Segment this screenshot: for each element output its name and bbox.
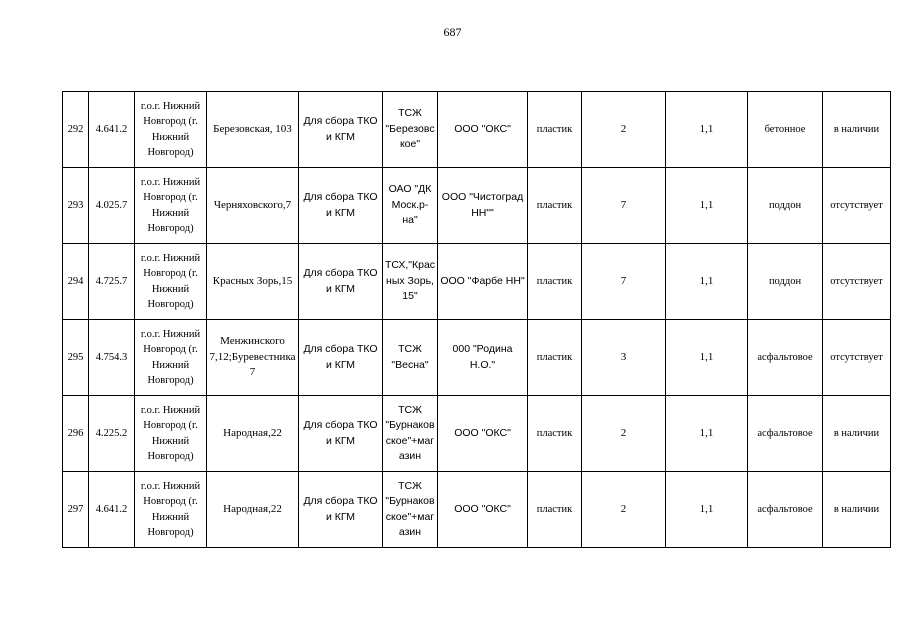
- address-cell: Менжинского 7,12;Буревестника 7: [207, 320, 299, 396]
- waste-sites-table: [62, 91, 891, 548]
- container-material-cell: пластик: [528, 92, 582, 168]
- municipality-cell: г.о.г. Нижний Новгород (г. Нижний Новгород): [135, 244, 207, 320]
- operator-cell: ООО "Чистоград НН"": [438, 168, 528, 244]
- address-cell: Березовская, 103: [207, 92, 299, 168]
- container-volume-cell: 1,1: [666, 168, 748, 244]
- owner-cell: ТСЖ "Бурнаковское"+магазин: [383, 396, 438, 472]
- registry-number-cell: 4.754.3: [89, 320, 135, 396]
- table-body: [63, 92, 891, 548]
- municipality-cell: г.о.г. Нижний Новгород (г. Нижний Новгород): [135, 168, 207, 244]
- operator-cell: ООО "ОКС": [438, 396, 528, 472]
- operator-cell: 000 "Родина Н.О.": [438, 320, 528, 396]
- fence-status-cell: отсутствует: [823, 244, 891, 320]
- table-row: [63, 168, 891, 244]
- container-count-cell: 2: [582, 396, 666, 472]
- address-cell: Черняховского,7: [207, 168, 299, 244]
- row-number-cell: 296: [63, 396, 89, 472]
- purpose-cell: Для сбора ТКО и КГМ: [299, 396, 383, 472]
- purpose-cell: Для сбора ТКО и КГМ: [299, 472, 383, 548]
- container-count-cell: 2: [582, 92, 666, 168]
- row-number-cell: 293: [63, 168, 89, 244]
- container-count-cell: 2: [582, 472, 666, 548]
- container-material-cell: пластик: [528, 244, 582, 320]
- operator-cell: ООО "ОКС": [438, 92, 528, 168]
- container-material-cell: пластик: [528, 472, 582, 548]
- row-number-cell: 297: [63, 472, 89, 548]
- container-count-cell: 7: [582, 168, 666, 244]
- purpose-cell: Для сбора ТКО и КГМ: [299, 320, 383, 396]
- container-volume-cell: 1,1: [666, 92, 748, 168]
- fence-status-cell: в наличии: [823, 92, 891, 168]
- container-volume-cell: 1,1: [666, 396, 748, 472]
- purpose-cell: Для сбора ТКО и КГМ: [299, 168, 383, 244]
- owner-cell: ТСЖ "Весна": [383, 320, 438, 396]
- purpose-cell: Для сбора ТКО и КГМ: [299, 244, 383, 320]
- municipality-cell: г.о.г. Нижний Новгород (г. Нижний Новгород): [135, 396, 207, 472]
- municipality-cell: г.о.г. Нижний Новгород (г. Нижний Новгород): [135, 472, 207, 548]
- operator-cell: ООО "ОКС": [438, 472, 528, 548]
- container-count-cell: 7: [582, 244, 666, 320]
- operator-cell: ООО "Фарбе НН": [438, 244, 528, 320]
- fence-status-cell: в наличии: [823, 396, 891, 472]
- registry-number-cell: 4.025.7: [89, 168, 135, 244]
- surface-type-cell: асфальтовое: [748, 320, 823, 396]
- address-cell: Красных Зорь,15: [207, 244, 299, 320]
- table-row: [63, 244, 891, 320]
- registry-number-cell: 4.641.2: [89, 92, 135, 168]
- table-row: [63, 92, 891, 168]
- container-volume-cell: 1,1: [666, 472, 748, 548]
- owner-cell: ОАО "ДК Моск.р-на": [383, 168, 438, 244]
- owner-cell: ТСХ,"Красных Зорь, 15": [383, 244, 438, 320]
- owner-cell: ТСЖ "Березовское": [383, 92, 438, 168]
- container-volume-cell: 1,1: [666, 320, 748, 396]
- container-material-cell: пластик: [528, 320, 582, 396]
- container-material-cell: пластик: [528, 396, 582, 472]
- registry-number-cell: 4.225.2: [89, 396, 135, 472]
- container-count-cell: 3: [582, 320, 666, 396]
- purpose-cell: Для сбора ТКО и КГМ: [299, 92, 383, 168]
- surface-type-cell: асфальтовое: [748, 472, 823, 548]
- table-row: [63, 396, 891, 472]
- row-number-cell: 292: [63, 92, 89, 168]
- row-number-cell: 295: [63, 320, 89, 396]
- row-number-cell: 294: [63, 244, 89, 320]
- surface-type-cell: бетонное: [748, 92, 823, 168]
- container-material-cell: пластик: [528, 168, 582, 244]
- surface-type-cell: поддон: [748, 244, 823, 320]
- address-cell: Народная,22: [207, 396, 299, 472]
- owner-cell: ТСЖ "Бурнаковское"+магазин: [383, 472, 438, 548]
- municipality-cell: г.о.г. Нижний Новгород (г. Нижний Новгород): [135, 320, 207, 396]
- fence-status-cell: отсутствует: [823, 320, 891, 396]
- address-cell: Народная,22: [207, 472, 299, 548]
- table-row: [63, 472, 891, 548]
- container-volume-cell: 1,1: [666, 244, 748, 320]
- fence-status-cell: отсутствует: [823, 168, 891, 244]
- registry-number-cell: 4.725.7: [89, 244, 135, 320]
- table-row: [63, 320, 891, 396]
- municipality-cell: г.о.г. Нижний Новгород (г. Нижний Новгород): [135, 92, 207, 168]
- surface-type-cell: асфальтовое: [748, 396, 823, 472]
- surface-type-cell: поддон: [748, 168, 823, 244]
- registry-number-cell: 4.641.2: [89, 472, 135, 548]
- fence-status-cell: в наличии: [823, 472, 891, 548]
- page-number: 687: [443, 25, 462, 39]
